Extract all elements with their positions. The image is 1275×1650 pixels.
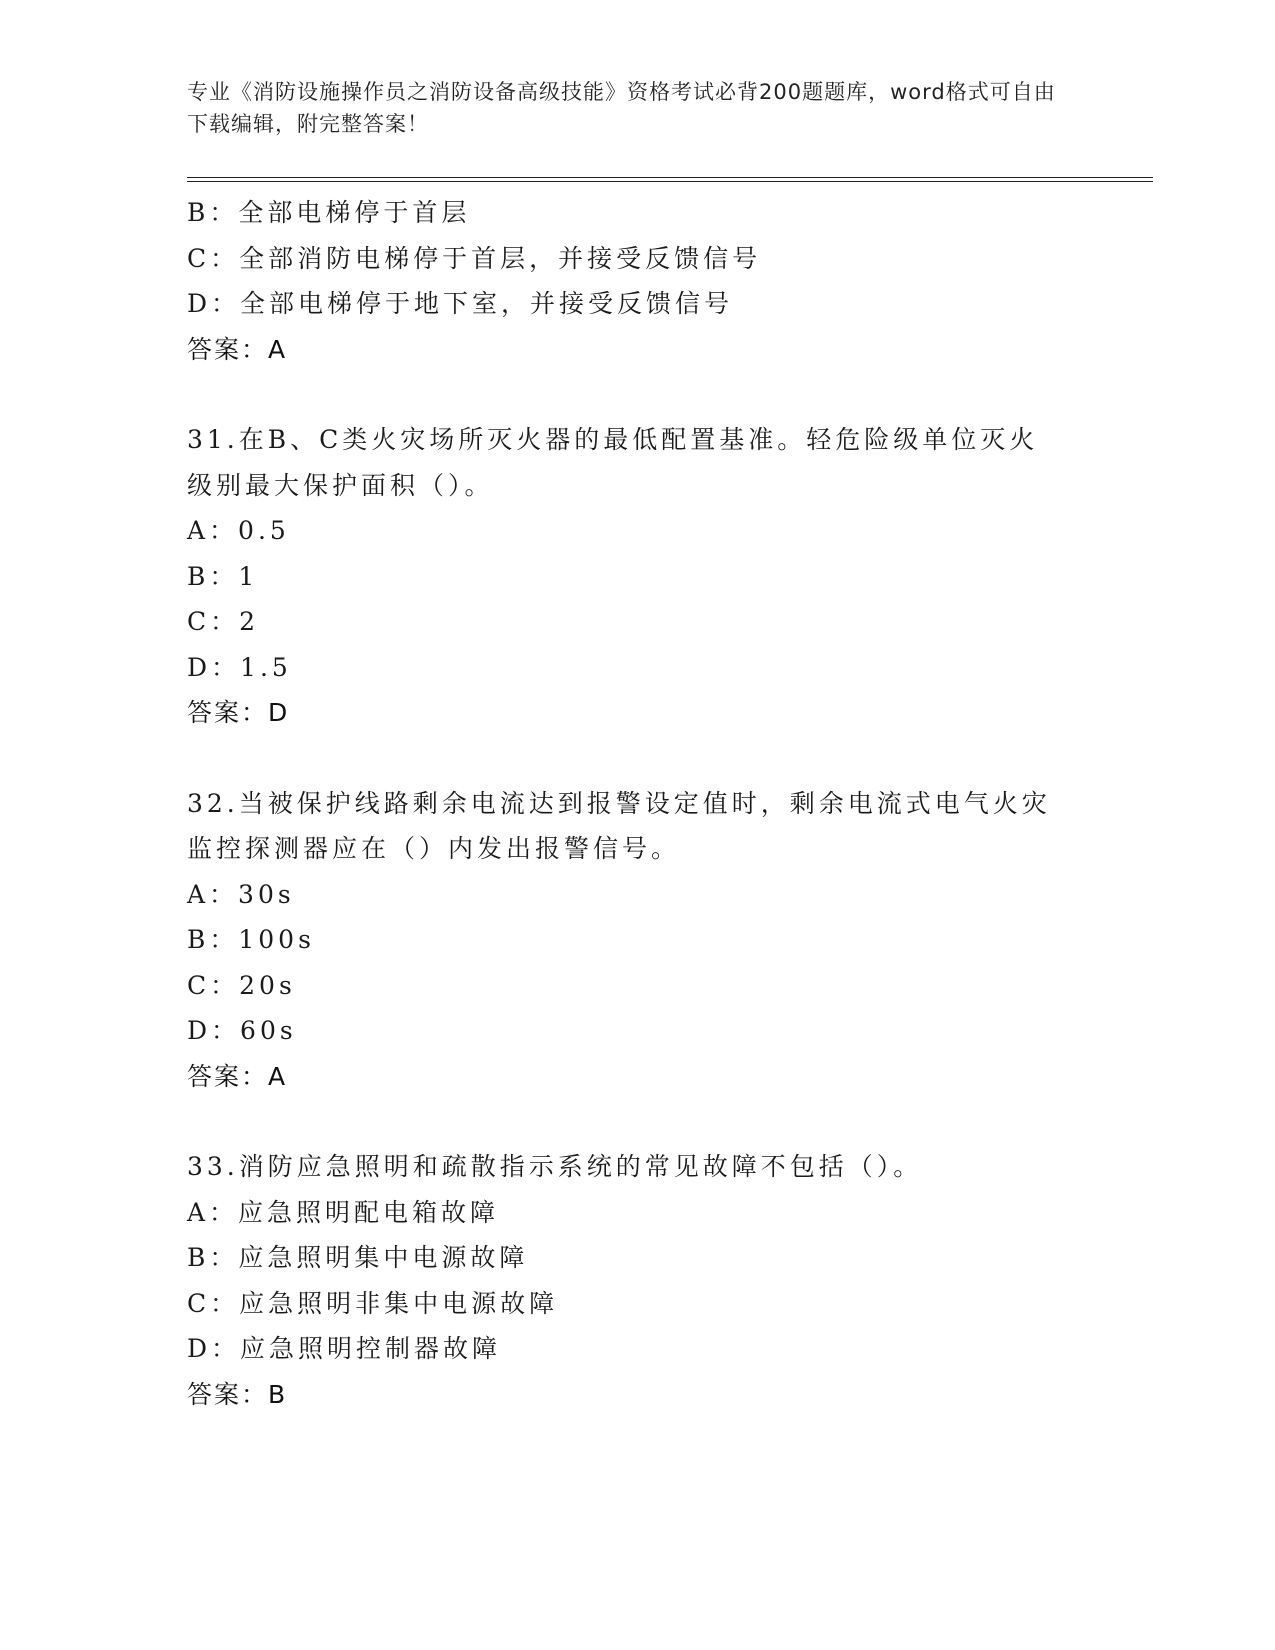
option-c: C：2 xyxy=(187,607,260,636)
document-body xyxy=(187,190,1087,1417)
option-d: D：全部电梯停于地下室，并接受反馈信号 xyxy=(187,289,734,318)
question-stem: 31.在B、C类火灾场所灭火器的最低配置基准。轻危险级单位灭火级别最大保护面积（）。 xyxy=(187,425,1039,500)
option-c: C：应急照明非集中电源故障 xyxy=(187,1288,559,1318)
option-a: A：0.5 xyxy=(187,516,290,545)
answer-line: 答案：B xyxy=(187,1379,288,1409)
question-32 xyxy=(187,781,1087,1100)
header-divider xyxy=(187,177,1153,182)
option-a: A：30s xyxy=(187,879,295,909)
option-a: A：应急照明配电箱故障 xyxy=(187,1197,500,1227)
option-d: D：应急照明控制器故障 xyxy=(187,1334,502,1363)
option-d: D：60s xyxy=(187,1016,297,1045)
question-33 xyxy=(187,1144,1087,1417)
option-b: B：1 xyxy=(187,561,259,591)
option-c: C：全部消防电梯停于首层，并接受反馈信号 xyxy=(187,243,762,273)
answer-line: 答案：A xyxy=(187,1061,288,1091)
question-stem: 33.消防应急照明和疏散指示系统的常见故障不包括（）。 xyxy=(187,1152,923,1181)
answer-line: 答案：A xyxy=(187,334,288,364)
question-31 xyxy=(187,417,1087,736)
option-d: D：1.5 xyxy=(187,652,292,682)
page-header: 专业《消防设施操作员之消防设备高级技能》资格考试必背200题题库，word格式可自由下载编辑，附完整答案！ xyxy=(187,80,1056,136)
option-b: B：应急照明集中电源故障 xyxy=(187,1243,529,1272)
option-b: B：100s xyxy=(187,925,315,954)
question-stem: 32.当被保护线路剩余电流达到报警设定值时，剩余电流式电气火灾监控探测器应在（）内发出报警信号。 xyxy=(187,788,1051,863)
answer-line: 答案：D xyxy=(187,698,290,727)
option-b: B：全部电梯停于首层 xyxy=(187,198,471,227)
option-c: C：20s xyxy=(187,970,296,1000)
carryover-question xyxy=(187,190,1087,372)
